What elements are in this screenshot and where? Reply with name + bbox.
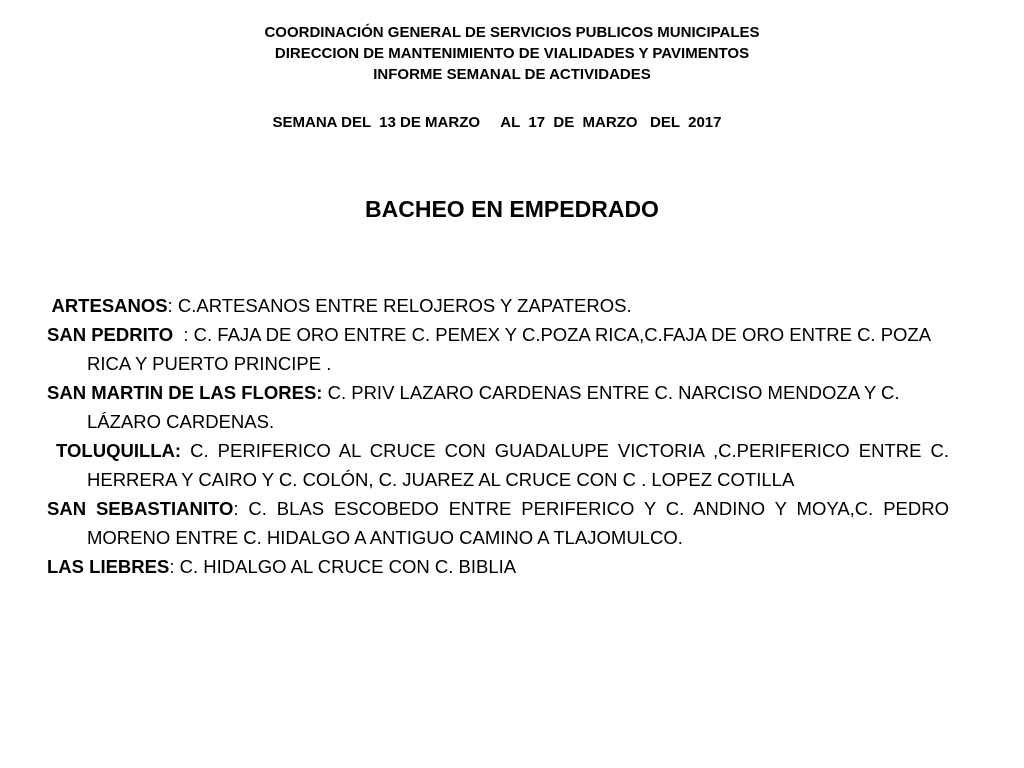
entry-description: C. PERIFERICO AL CRUCE CON GUADALUPE VICTORIA ,C.PERIFERICO ENTRE C. HERRERA Y CAIRO Y C. COLÓN, C. JUAREZ AL CRUCE CON C . LOPEZ COTILLA — [87, 440, 949, 490]
entry-description: : C.ARTESANOS ENTRE RELOJEROS Y ZAPATEROS. — [167, 295, 632, 316]
activity-entry-las-liebres — [47, 552, 949, 581]
report-week: SEMANA DEL 13 DE MARZO AL 17 DE MARZO DEL 2017 — [272, 114, 722, 131]
entry-description: : C. BLAS ESCOBEDO ENTRE PERIFERICO Y C. ANDINO Y MOYA,C. PEDRO MORENO ENTRE C. HIDALGO A ANTIGUO CAMINO A TLAJOMULCO. — [87, 498, 949, 548]
entry-description: : C. FAJA DE ORO ENTRE C. PEMEX Y C.POZA RICA,C.FAJA DE ORO ENTRE C. POZA RICA Y PUERTO PRINCIPE . — [87, 324, 936, 374]
report-header — [0, 22, 1024, 85]
activity-entry-artesanos — [47, 291, 949, 320]
entry-place: SAN SEBASTIANITO — [47, 498, 234, 519]
activity-entry-san-martin — [47, 378, 949, 436]
activity-entry-san-pedrito — [47, 320, 949, 378]
entry-description: : C. HIDALGO AL CRUCE CON C. BIBLIA — [169, 556, 517, 577]
entry-place: LAS LIEBRES — [47, 556, 170, 577]
activity-list — [47, 291, 949, 581]
entry-place: SAN MARTIN DE LAS FLORES: — [47, 382, 323, 403]
section-title: BACHEO EN EMPEDRADO — [365, 196, 659, 222]
entry-place: TOLUQUILLA: — [47, 440, 182, 461]
header-line-direction: DIRECCION DE MANTENIMIENTO DE VIALIDADES Y PAVIMENTOS — [274, 45, 750, 62]
entry-place: SAN PEDRITO — [47, 324, 174, 345]
activity-entry-toluquilla — [47, 436, 949, 494]
activity-entry-san-sebastianito — [47, 494, 949, 552]
entry-place: ARTESANOS — [47, 295, 168, 316]
header-line-coordination: COORDINACIÓN GENERAL DE SERVICIOS PUBLICOS MUNICIPALES — [264, 24, 760, 41]
header-line-report-type: INFORME SEMANAL DE ACTIVIDADES — [373, 66, 651, 83]
entry-description: C. PRIV LAZARO CARDENAS ENTRE C. NARCISO MENDOZA Y C. LÁZARO CARDENAS. — [87, 382, 900, 432]
